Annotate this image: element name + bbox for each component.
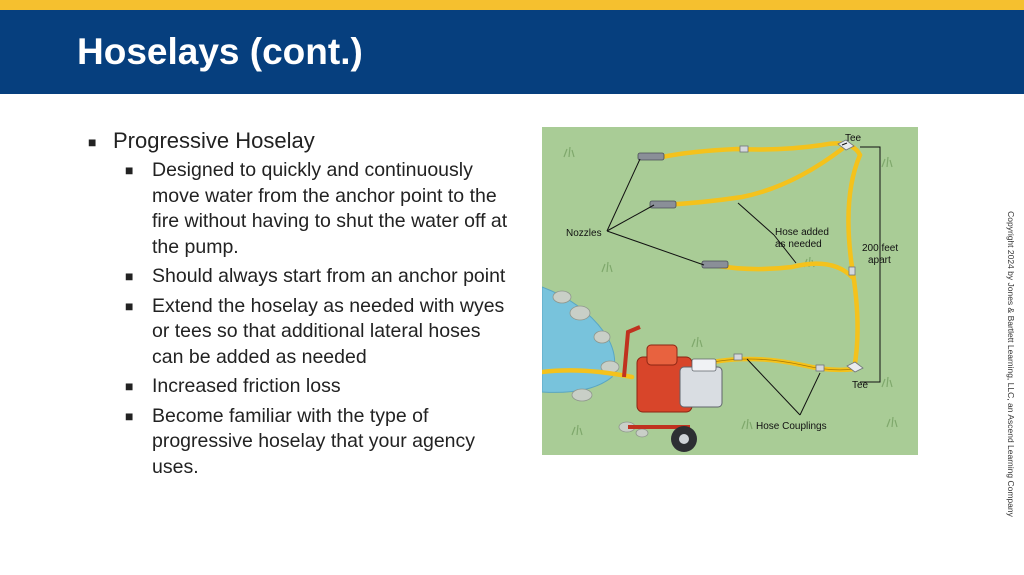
sub-bullet-text: Should always start from an anchor point	[152, 265, 506, 287]
sub-bullet-5	[125, 404, 508, 481]
square-bullet-icon: ■	[125, 407, 134, 424]
slide-title: Hoselays (cont.)	[77, 31, 363, 72]
accent-bar	[0, 0, 1024, 10]
copyright-notice: Copyright 2024 by Jones & Bartlett Learning, LLC, an Ascend Learning Company	[1006, 211, 1016, 517]
bullet-main	[88, 126, 508, 156]
label-tee-bottom: Tee	[852, 380, 869, 391]
sub-bullet-text: Extend the hoselay as needed with wyes or tees so that additional lateral hoses can be added as needed	[152, 294, 505, 368]
label-distance-2: apart	[868, 255, 891, 266]
label-hose-couplings: Hose Couplings	[756, 421, 827, 432]
square-bullet-icon: ■	[125, 162, 134, 178]
square-bullet-icon: ■	[125, 268, 134, 284]
progressive-hoselay-illustration	[542, 127, 918, 455]
label-tee-top: Tee	[845, 133, 862, 144]
bullet-main-text: Progressive Hoselay	[113, 128, 315, 153]
sub-bullet-text: Become familiar with the type of progressive hoselay that your agency uses.	[152, 404, 476, 478]
square-bullet-icon: ■	[125, 297, 134, 314]
sub-bullet-text: Designed to quickly and continuously move water from the anchor point to the fire without having to shut the water off at the pump.	[152, 159, 508, 258]
sub-bullet-text: Increased friction loss	[152, 375, 341, 397]
label-hose-added-1: Hose added	[775, 227, 829, 238]
label-distance-1: 200 feet	[862, 243, 899, 254]
sub-bullet-1	[125, 158, 508, 260]
sub-bullet-3	[125, 294, 508, 371]
square-bullet-icon: ■	[125, 378, 134, 394]
sub-bullet-2	[125, 264, 508, 290]
figure-background	[542, 127, 918, 455]
bullet-list	[88, 126, 508, 484]
label-nozzles: Nozzles	[566, 228, 602, 239]
square-bullet-icon: ■	[88, 134, 97, 150]
label-hose-added-2: as needed	[775, 239, 822, 250]
sub-bullet-4	[125, 374, 508, 400]
